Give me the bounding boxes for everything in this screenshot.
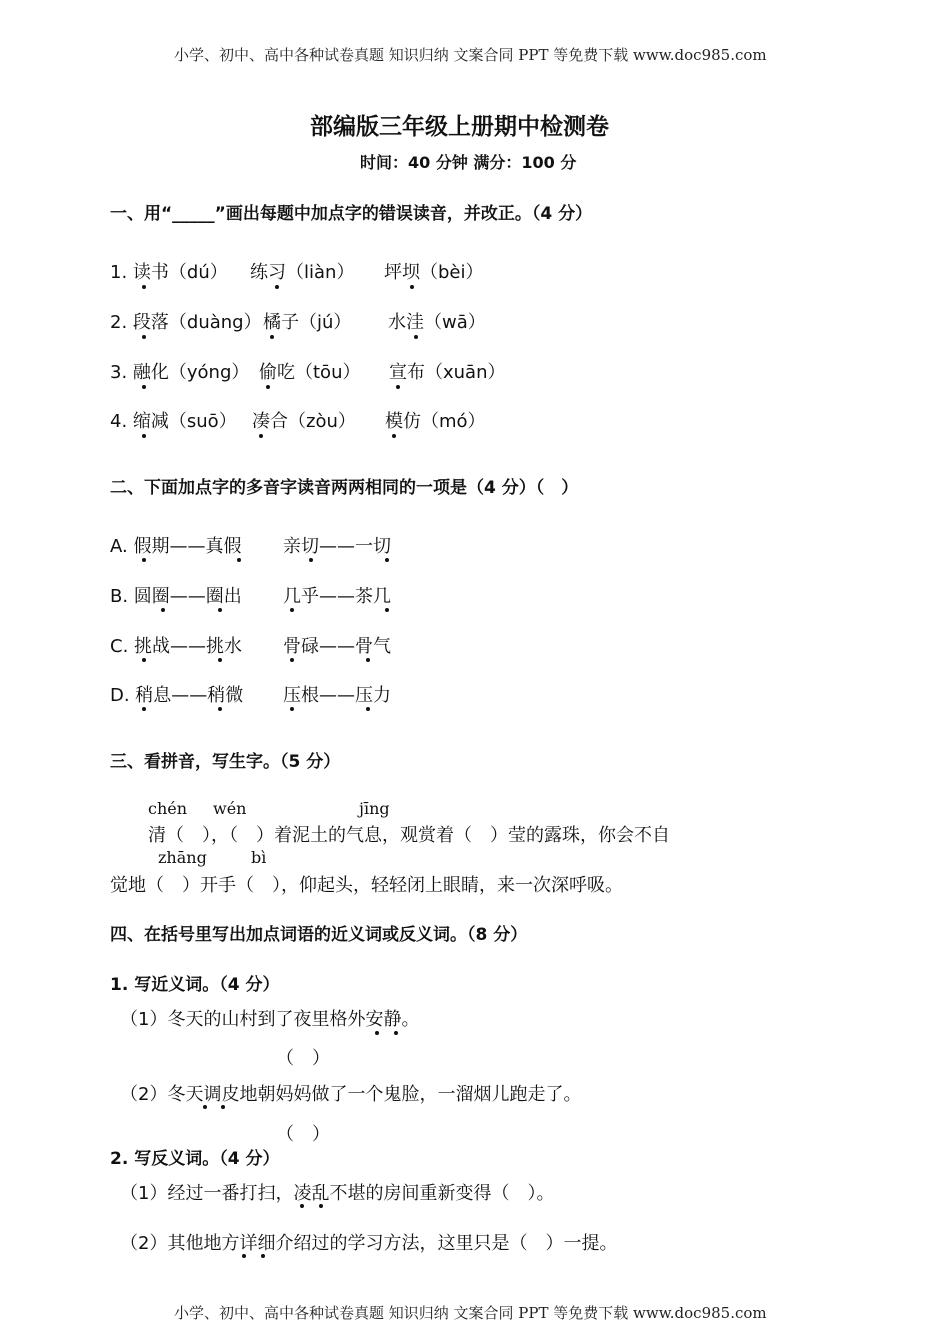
- emphasis-dot: [392, 434, 396, 438]
- emphasis-dot: [414, 335, 418, 339]
- emphasis-dot: [300, 1204, 304, 1208]
- synonym-subheading: 1. 写近义词。（4 分）: [110, 975, 280, 995]
- s1-row-1-b: 练习（liàn）: [250, 262, 355, 283]
- emphasis-dot: [142, 707, 146, 711]
- s3-line-1: 清（ ），（ ）着泥土的气息，观赏着（ ）莹的露珠，你会不自: [148, 825, 670, 846]
- emphasis-dot: [290, 707, 294, 711]
- s1-row-3-a: 3. 融化（yóng）: [110, 362, 250, 383]
- emphasis-dot: [270, 335, 274, 339]
- s4-q3: （1）经过一番打扫，凌乱不堪的房间重新变得（ ）。: [120, 1183, 555, 1204]
- emphasis-dot: [319, 1204, 323, 1208]
- s2-option-b-2: 几乎——茶几: [283, 586, 391, 607]
- section-4-heading: 四、在括号里写出加点词语的近义词或反义词。（8 分）: [110, 925, 528, 945]
- s1-row-4-c: 模仿（mó）: [385, 411, 486, 432]
- emphasis-dot: [275, 285, 279, 289]
- s2-option-d-1: D. 稍息——稍微: [110, 685, 244, 706]
- s1-row-2-b: 橘子（jú）: [263, 312, 352, 333]
- emphasis-dot: [259, 434, 263, 438]
- emphasis-dot: [366, 658, 370, 662]
- pinyin-jing: jīng: [359, 799, 390, 818]
- emphasis-dot: [161, 608, 165, 612]
- emphasis-dot: [142, 434, 146, 438]
- emphasis-dot: [385, 608, 389, 612]
- s2-option-c-1: C. 挑战——挑水: [110, 636, 243, 657]
- s2-option-d-2: 压根——压力: [283, 685, 391, 706]
- emphasis-dot: [375, 1031, 379, 1035]
- s2-option-a-2: 亲切——一切: [283, 536, 391, 557]
- emphasis-dot: [410, 285, 414, 289]
- antonym-subheading: 2. 写反义词。（4 分）: [110, 1149, 280, 1169]
- s1-row-2-a: 2. 段落（duàng）: [110, 312, 262, 333]
- s2-option-a-1: A. 假期——真假: [110, 536, 242, 557]
- exam-time-score: 时间：40 分钟 满分：100 分: [360, 153, 577, 172]
- section-1-heading: 一、用“_____”画出每题中加点字的错误读音，并改正。（4 分）: [110, 204, 593, 224]
- emphasis-dot: [221, 1105, 225, 1109]
- emphasis-dot: [385, 558, 389, 562]
- s1-row-3-b: 偷吃（tōu）: [259, 362, 361, 383]
- emphasis-dot: [266, 385, 270, 389]
- emphasis-dot: [237, 558, 241, 562]
- s1-row-3-c: 宣布（xuān）: [389, 362, 506, 383]
- page-header: 小学、初中、高中各种试卷真题 知识归纳 文案合同 PPT 等免费下载 www.doc985.com: [174, 46, 767, 64]
- s1-row-4-a: 4. 缩减（suō）: [110, 411, 237, 432]
- s1-row-1-a: 1. 读书（dú）: [110, 262, 228, 283]
- s1-row-2-c: 水洼（wā）: [388, 312, 486, 333]
- emphasis-dot: [142, 335, 146, 339]
- s1-row-4-b: 凑合（zòu）: [252, 411, 356, 432]
- s3-line-2: 觉地（ ）开手（ ），仰起头，轻轻闭上眼睛，来一次深呼吸。: [110, 875, 623, 896]
- answer-blank-2: （ ）: [276, 1124, 330, 1145]
- emphasis-dot: [142, 658, 146, 662]
- emphasis-dot: [218, 608, 222, 612]
- s2-option-b-1: B. 圆圈——圈出: [110, 586, 242, 607]
- emphasis-dot: [290, 658, 294, 662]
- emphasis-dot: [142, 285, 146, 289]
- answer-blank-1: （ ）: [276, 1048, 330, 1069]
- s2-option-c-2: 骨碌——骨气: [283, 636, 391, 657]
- emphasis-dot: [218, 707, 222, 711]
- emphasis-dot: [142, 385, 146, 389]
- s1-row-1-c: 坪坝（bèi）: [384, 262, 484, 283]
- emphasis-dot: [396, 385, 400, 389]
- emphasis-dot: [242, 1254, 246, 1258]
- emphasis-dot: [261, 1254, 265, 1258]
- pinyin-bi: bì: [251, 848, 267, 867]
- s4-q4: （2）其他地方详细介绍过的学习方法，这里只是（ ）一提。: [120, 1233, 618, 1254]
- page-footer: 小学、初中、高中各种试卷真题 知识归纳 文案合同 PPT 等免费下载 www.doc985.com: [174, 1304, 767, 1322]
- pinyin-chen: chén: [148, 799, 188, 818]
- emphasis-dot: [394, 1031, 398, 1035]
- emphasis-dot: [203, 1105, 207, 1109]
- s4-q2: （2）冬天调皮地朝妈妈做了一个鬼脸，一溜烟儿跑走了。: [120, 1084, 582, 1105]
- pinyin-zhang: zhāng: [158, 848, 207, 867]
- emphasis-dot: [218, 658, 222, 662]
- section-3-heading: 三、看拼音，写生字。（5 分）: [110, 752, 341, 772]
- pinyin-wen: wén: [213, 799, 247, 818]
- emphasis-dot: [142, 558, 146, 562]
- emphasis-dot: [366, 707, 370, 711]
- emphasis-dot: [309, 558, 313, 562]
- emphasis-dot: [290, 608, 294, 612]
- s4-q1: （1）冬天的山村到了夜里格外安静。: [120, 1009, 420, 1030]
- page-title: 部编版三年级上册期中检测卷: [310, 114, 609, 140]
- section-2-heading: 二、下面加点字的多音字读音两两相同的一项是（4 分）（ ）: [110, 478, 579, 498]
